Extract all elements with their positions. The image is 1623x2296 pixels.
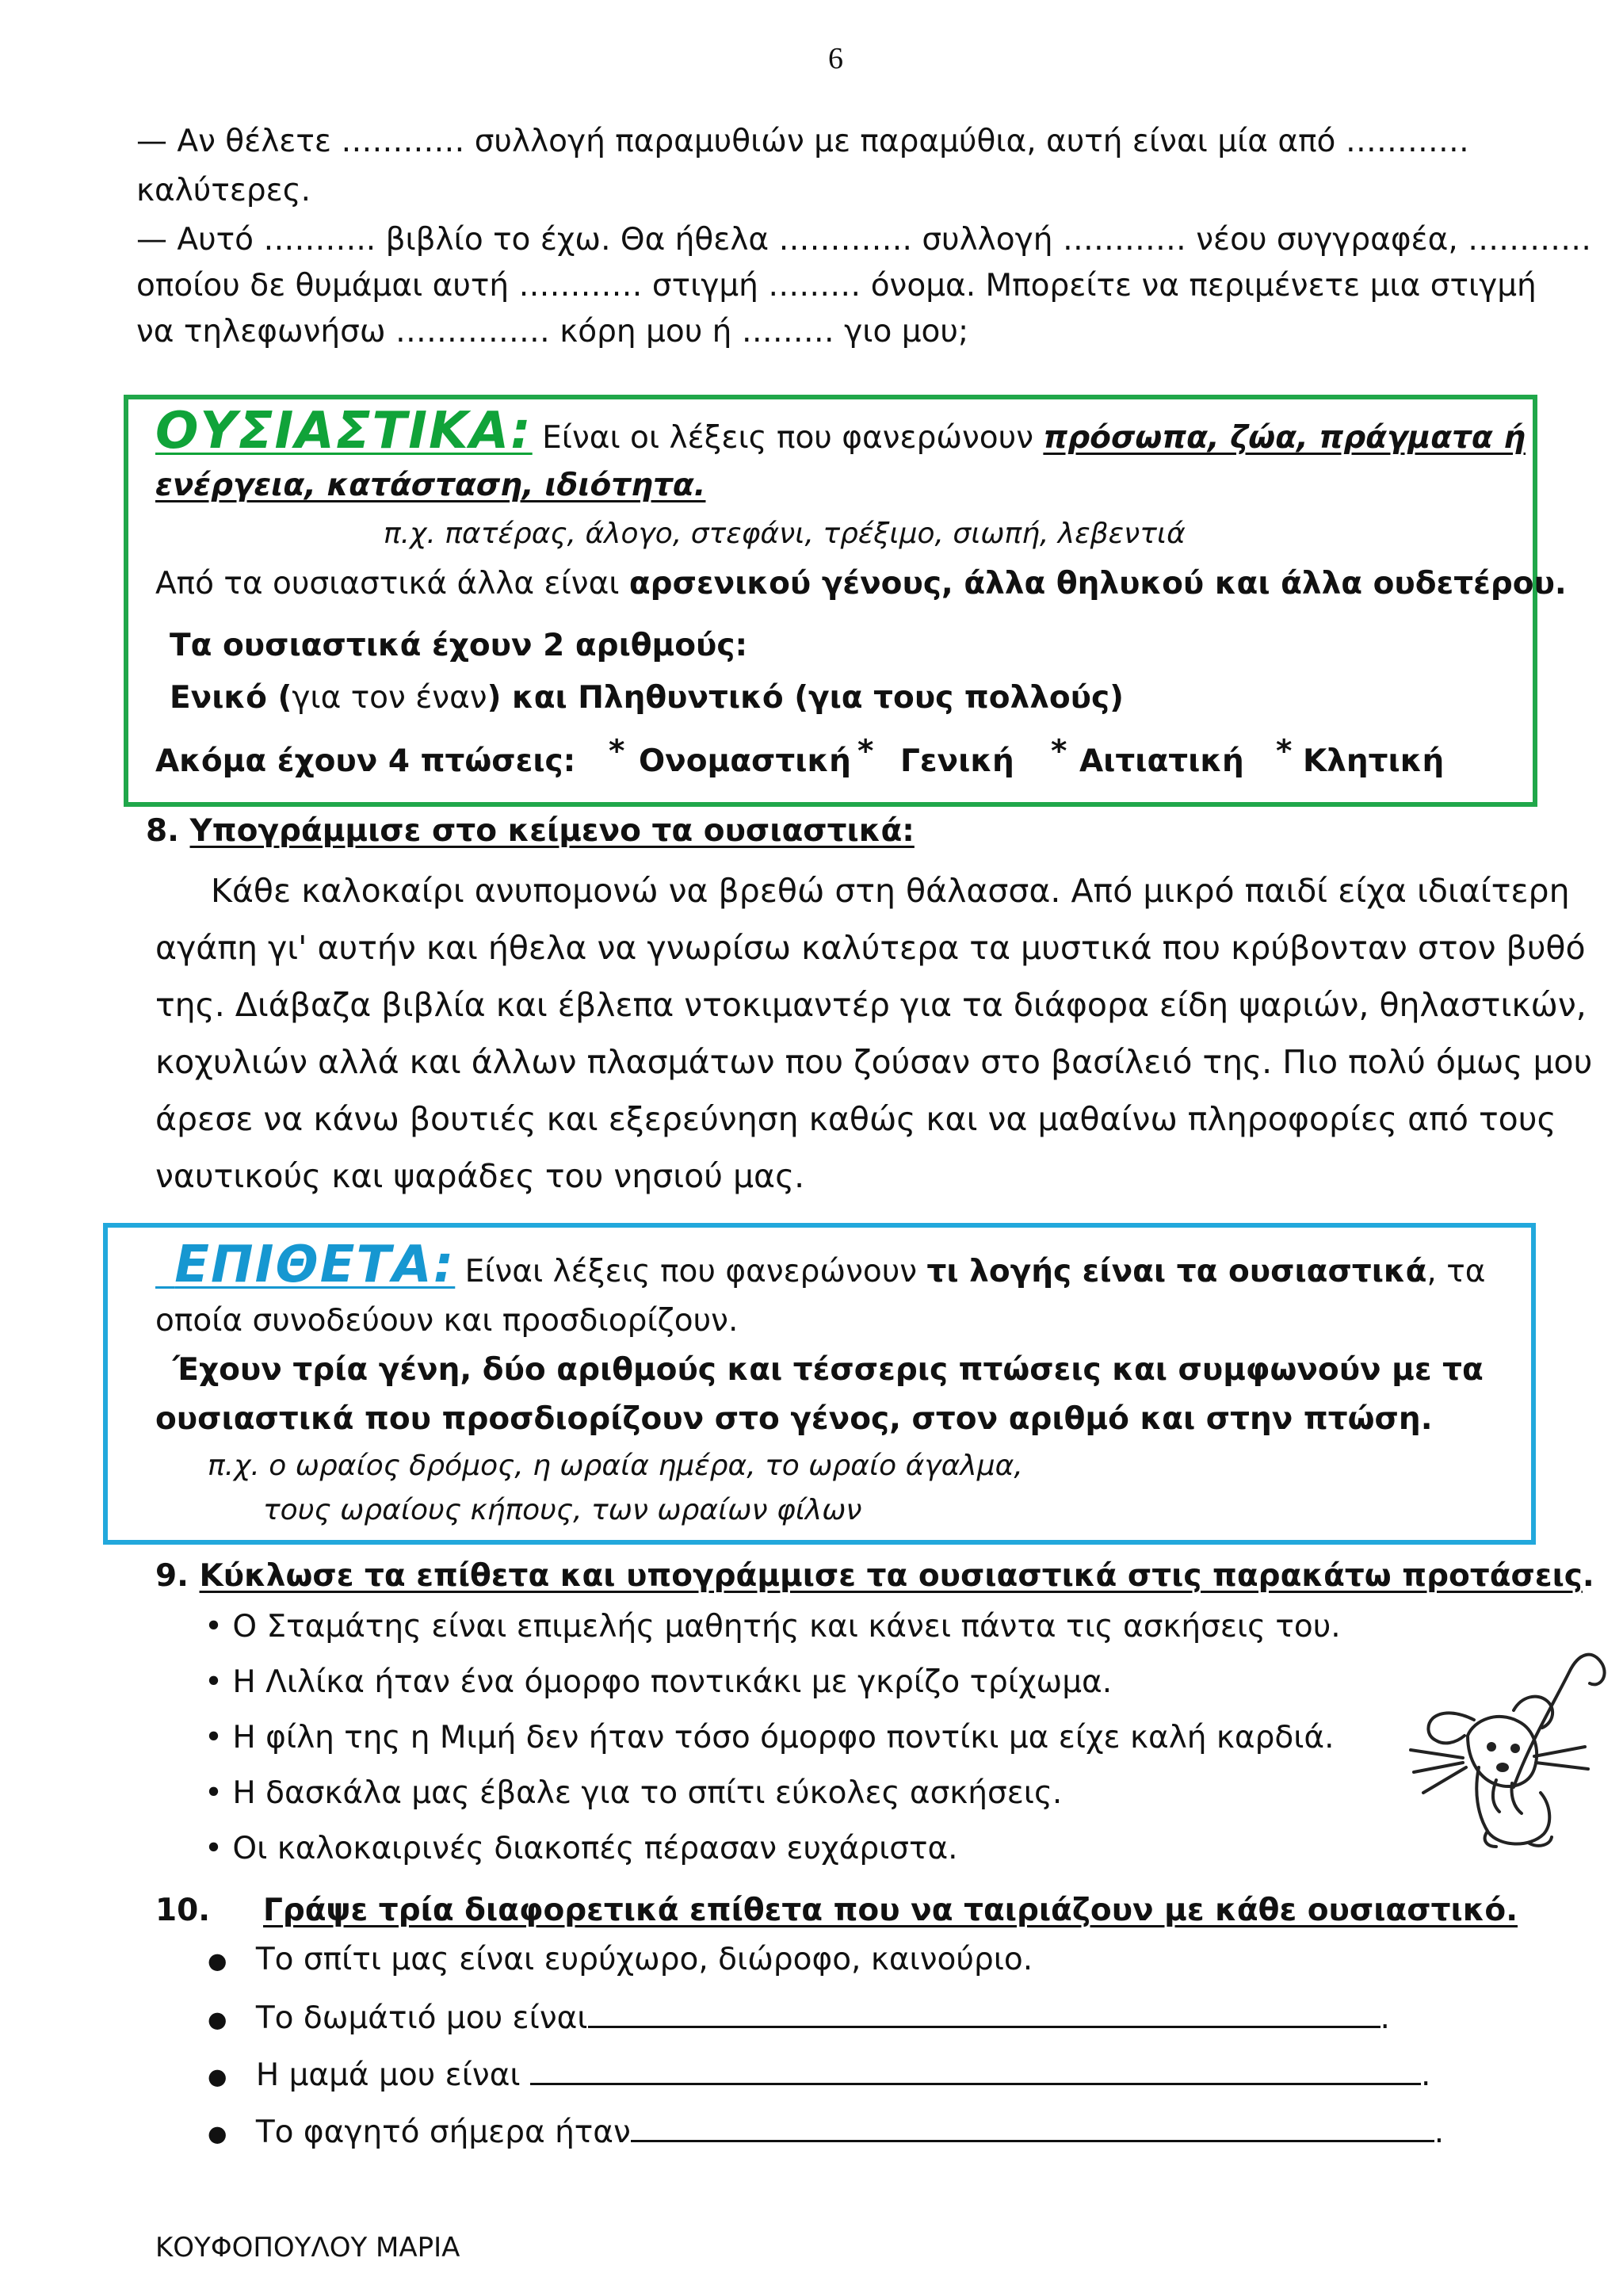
exercise-10-item bbox=[208, 2056, 1430, 2095]
sentence-text: Ο Σταμάτης είναι επιμελής μαθητής και κάνει πάντα τις ασκήσεις του. bbox=[232, 1609, 1341, 1645]
passage-line-1: Κάθε καλοκαίρι ανυπομονώ να βρεθώ στη θάλασσα. Από μικρό παιδί είχα ιδιαίτερη bbox=[211, 872, 1570, 910]
nouns-def-bold-1: πρόσωπα, ζώα, πράγματα ή bbox=[1043, 420, 1526, 456]
nouns-numbers bbox=[170, 680, 1124, 717]
adjectives-def-end: , τα bbox=[1426, 1254, 1486, 1289]
bullet: ● bbox=[208, 2006, 227, 2033]
exercise-8-title: Υπογράμμισε στο κείμενο τα ουσιαστικά: bbox=[189, 813, 915, 849]
adjectives-rule-1: Έχουν τρία γένη, δύο αριθμούς και τέσσερις πτώσεις και συμφωνούν με τα bbox=[173, 1352, 1484, 1388]
passage-line-3: της. Διάβαζα βιβλία και έβλεπα ντοκιμαντέρ για τα διάφορα είδη ψαριών, θηλαστικών, bbox=[155, 986, 1587, 1024]
numbers-plural: ) και Πληθυντικό (για τους πολλούς) bbox=[487, 680, 1124, 716]
numbers-singular-note: για τον έναν bbox=[292, 680, 487, 716]
bullet: • bbox=[204, 1720, 223, 1755]
exercise-10-item bbox=[208, 1942, 1033, 1979]
case-4: Κλητική bbox=[1303, 743, 1445, 779]
exercise-10-title: Γράψε τρία διαφορετικά επίθετα που να ταιριάζουν με κάθε ουσιαστικό. bbox=[263, 1893, 1518, 1928]
sentence-text: Η Λιλίκα ήταν ένα όμορφο ποντικάκι με γκρίζο τρίχωμα. bbox=[232, 1664, 1113, 1700]
adjectives-rule-2: ουσιαστικά που προσδιορίζουν στο γένος, στον αριθμό και στην πτώση. bbox=[155, 1401, 1433, 1437]
passage-line-2: αγάπη γι' αυτήν και ήθελα να γνωρίσω καλύτερα τα μυστικά που κρύβονταν στον βυθό bbox=[155, 929, 1586, 967]
adjectives-example-1: π.χ. ο ωραίος δρόμος, η ωραία ημέρα, το ωραίο άγαλμα, bbox=[208, 1450, 1023, 1482]
exercise-9-title: Κύκλωσε τα επίθετα και υπογράμμισε τα ουσιαστικά στις παρακάτω προτάσεις bbox=[199, 1558, 1583, 1594]
adjectives-def-line-2: οποία συνοδεύουν και προσδιορίζουν. bbox=[155, 1303, 739, 1339]
exercise-9-heading bbox=[155, 1558, 1594, 1595]
case-3: Αιτιατική bbox=[1079, 743, 1244, 779]
bullet: • bbox=[204, 1775, 223, 1811]
nouns-genders-text: Από τα ουσιαστικά άλλα είναι bbox=[155, 566, 629, 602]
exercise-9-sentence bbox=[204, 1831, 958, 1868]
exercise-10-heading bbox=[155, 1893, 210, 1930]
nouns-example: π.χ. πατέρας, άλογο, στεφάνι, τρέξιμο, σιωπή, λεβεντιά bbox=[384, 518, 1186, 550]
exercise-9-sentence bbox=[204, 1775, 1062, 1813]
nouns-genders-bold: αρσενικού γένους, άλλα θηλυκού και άλλα ουδετέρου. bbox=[628, 566, 1567, 602]
nouns-def-text: Είναι οι λέξεις που φανερώνουν bbox=[532, 420, 1044, 456]
item-text: Το φαγητό σήμερα ήταν bbox=[255, 2115, 631, 2150]
nouns-numbers-title: Τα ουσιαστικά έχουν 2 αριθμούς: bbox=[170, 628, 748, 663]
exercise-9-title-end: . bbox=[1582, 1558, 1594, 1594]
nouns-def-bold-2: ενέργεια, κατάσταση, ιδιότητα. bbox=[155, 468, 706, 503]
case-1: Ονομαστική bbox=[639, 743, 851, 779]
adjectives-definition bbox=[155, 1235, 1485, 1296]
dialogue-line-5: να τηλεφωνήσω …………… κόρη μου ή ……… γιο μου; bbox=[136, 314, 969, 350]
exercise-10-item bbox=[208, 2113, 1444, 2152]
passage-line-5: άρεσε να κάνω βουτιές και εξερεύνηση καθώς και να μαθαίνω πληροφορίες από τους bbox=[155, 1100, 1556, 1138]
bullet: ● bbox=[208, 1947, 227, 1974]
case-star-3: * bbox=[1051, 734, 1067, 770]
adjectives-title bbox=[155, 1236, 455, 1294]
adjectives-title-text: ΕΠΙΘΕΤΑ: bbox=[174, 1236, 456, 1294]
nouns-genders bbox=[155, 566, 1567, 603]
adjectives-def-text: Είναι λέξεις που φανερώνουν bbox=[455, 1254, 927, 1289]
exercise-9-sentence bbox=[204, 1609, 1341, 1646]
item-end: . bbox=[1380, 2000, 1390, 2036]
dialogue-line-2: καλύτερες. bbox=[136, 173, 311, 208]
nouns-definition bbox=[155, 401, 1526, 462]
sentence-text: Η δασκάλα μας έβαλε για το σπίτι εύκολες ασκήσεις. bbox=[232, 1775, 1063, 1811]
sentence-text: Η φίλη της η Μιμή δεν ήταν τόσο όμορφο ποντίκι μα είχε καλή καρδιά. bbox=[232, 1720, 1335, 1755]
answer-line[interactable] bbox=[631, 2113, 1434, 2142]
dialogue-line-1: — Αν θέλετε ………… συλλογή παραμυθιών με παραμύθια, αυτή είναι μία από ………… bbox=[136, 124, 1469, 159]
mouse-illustration bbox=[1395, 1617, 1609, 1855]
item-end: . bbox=[1421, 2057, 1431, 2093]
answer-line[interactable] bbox=[530, 2056, 1421, 2085]
item-text: Το δωμάτιό μου είναι bbox=[255, 2000, 588, 2036]
exercise-8-heading bbox=[146, 813, 915, 850]
exercise-9-sentence bbox=[204, 1720, 1335, 1757]
dialogue-line-4: οποίου δε θυμάμαι αυτή ………… στιγμή ……… όνομα. Μπορείτε να περιμένετε μια στιγμή bbox=[136, 268, 1537, 304]
case-star-1: * bbox=[609, 734, 625, 770]
item-text: Το σπίτι μας είναι ευρύχωρο, διώροφο, καινούριο. bbox=[255, 1942, 1033, 1977]
dialogue-line-3: — Αυτό ……….. βιβλίο το έχω. Θα ήθελα …………. συλλογή ………… νέου συγγραφέα, ………… bbox=[136, 222, 1592, 258]
bullet: • bbox=[204, 1609, 223, 1645]
case-star-4: * bbox=[1276, 734, 1293, 770]
bullet: ● bbox=[208, 2120, 227, 2147]
case-2: Γενική bbox=[900, 743, 1014, 779]
passage-line-6: ναυτικούς και ψαράδες του νησιού μας. bbox=[155, 1157, 805, 1195]
case-star-2: * bbox=[857, 734, 874, 770]
exercise-10-item bbox=[208, 1999, 1390, 2038]
nouns-title: ΟΥΣΙΑΣΤΙΚΑ: bbox=[155, 402, 533, 460]
answer-line[interactable] bbox=[588, 1999, 1381, 2028]
numbers-singular: Ενικό ( bbox=[170, 680, 292, 716]
adjectives-def-bold: τι λογής είναι τα ουσιαστικά bbox=[926, 1254, 1427, 1289]
exercise-10-number: 10. bbox=[155, 1893, 211, 1928]
page-number: 6 bbox=[828, 42, 843, 75]
exercise-9-number: 9. bbox=[155, 1558, 189, 1594]
bullet: • bbox=[204, 1831, 223, 1866]
sentence-text: Οι καλοκαιρινές διακοπές πέρασαν ευχάριστα. bbox=[232, 1831, 958, 1866]
bullet: ● bbox=[208, 2063, 227, 2090]
nouns-cases-label: Ακόμα έχουν 4 πτώσεις: bbox=[155, 743, 576, 779]
author-footer: ΚΟΥΦΟΠΟΥΛΟΥ ΜΑΡΙΑ bbox=[155, 2232, 460, 2264]
exercise-9-sentence bbox=[204, 1664, 1112, 1702]
exercise-8-number: 8. bbox=[146, 813, 179, 849]
bullet: • bbox=[204, 1664, 223, 1700]
passage-line-4: κοχυλιών αλλά και άλλων πλασμάτων που ζούσαν στο βασίλειό της. Πιο πολύ όμως μου bbox=[155, 1043, 1593, 1081]
item-end: . bbox=[1434, 2115, 1445, 2150]
item-text: Η μαμά μου είναι bbox=[255, 2057, 531, 2093]
adjectives-example-2: τους ωραίους κήπους, των ωραίων φίλων bbox=[263, 1494, 862, 1526]
